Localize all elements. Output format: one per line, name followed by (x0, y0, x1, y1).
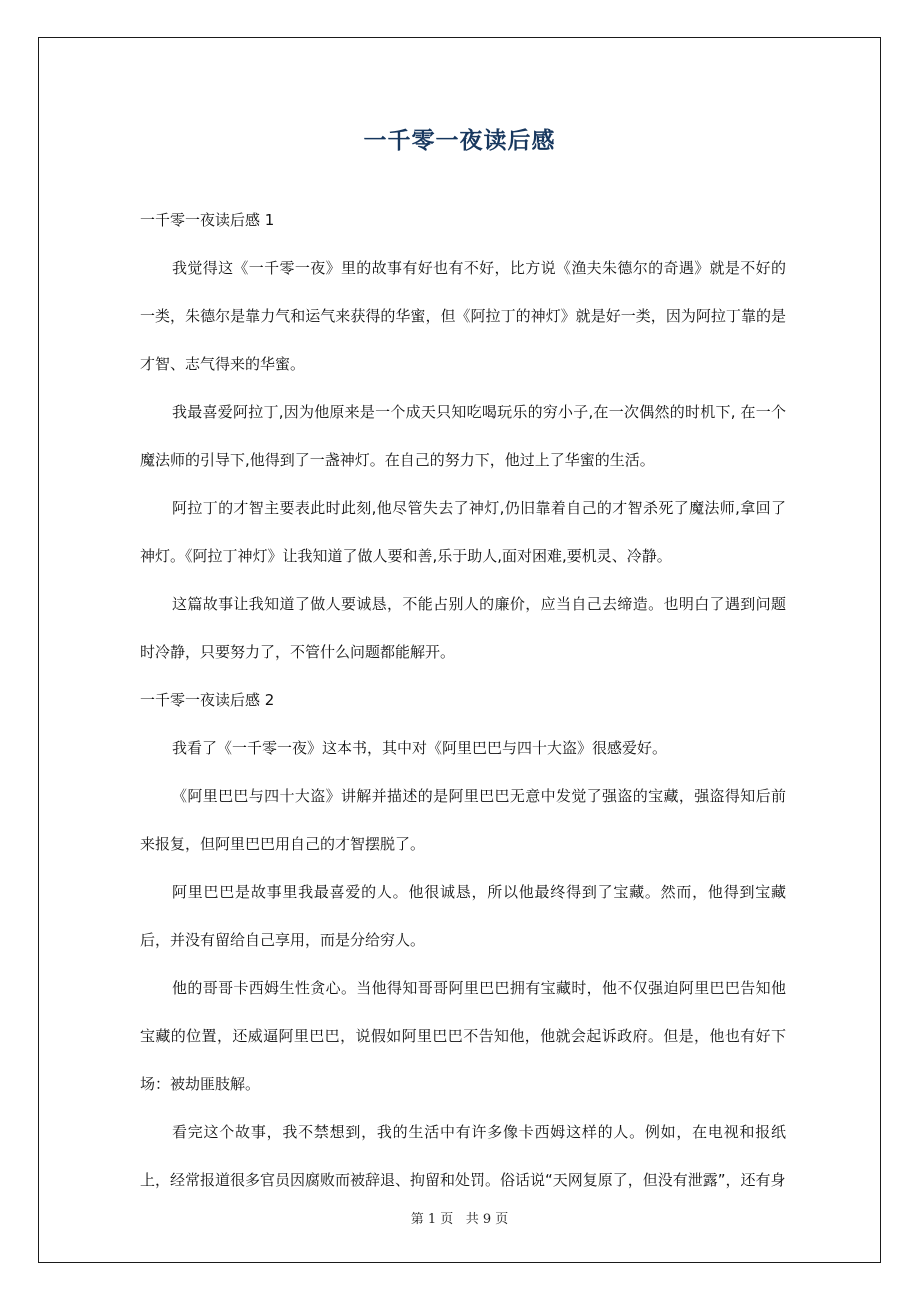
document-page (38, 37, 881, 1263)
document-title: 一千零一夜读后感 (363, 128, 556, 154)
paragraph: 我觉得这《一千零一夜》里的故事有好也有不好，比方说《渔夫朱德尔的奇遇》就是不好的一类，朱德尔是靠力气和运气来获得的华蜜，但《阿拉丁的神灯》就是好一类，因为阿拉丁靠的是才智、志气得来的华蜜。 (140, 259, 786, 373)
paragraph: 《阿里巴巴与四十大盗》讲解并描述的是阿里巴巴无意中发觉了强盗的宝藏，强盗得知后前来报复，但阿里巴巴用自己的才智摆脱了。 (140, 787, 786, 853)
paragraph: 他的哥哥卡西姆生性贪心。当他得知哥哥阿里巴巴拥有宝藏时，他不仅强迫阿里巴巴告知他宝藏的位置，还威逼阿里巴巴，说假如阿里巴巴不告知他，他就会起诉政府。但是，他也有好下场：被劫匪肢解。 (140, 979, 786, 1093)
section-heading: 一千零一夜读后感 1 (140, 211, 275, 229)
paragraph: 阿里巴巴是故事里我最喜爱的人。他很诚恳，所以他最终得到了宝藏。然而，他得到宝藏后，并没有留给自己享用，而是分给穷人。 (140, 883, 786, 949)
paragraph: 看完这个故事，我不禁想到，我的生活中有许多像卡西姆这样的人。例如，在电视和报纸上，经常报道很多官员因腐败而被辞退、拘留和处罚。俗话说“天网复原了，但没有泄露”，还有身 (140, 1123, 786, 1189)
paragraph: 我看了《一千零一夜》这本书，其中对《阿里巴巴与四十大盗》很感爱好。 (172, 739, 668, 757)
paragraph: 我最喜爱阿拉丁,因为他原来是一个成天只知吃喝玩乐的穷小子,在一次偶然的时机下, 在一个魔法师的引导下,他得到了一盏神灯。在自己的努力下，他过上了华蜜的生活。 (140, 403, 786, 469)
paragraph: 这篇故事让我知道了做人要诚恳，不能占别人的廉价，应当自己去缔造。也明白了遇到问题时冷静，只要努力了，不管什么问题都能解开。 (140, 595, 786, 661)
document-body (140, 196, 786, 1204)
page-footer (39, 1208, 880, 1227)
section-heading: 一千零一夜读后感 2 (140, 691, 275, 709)
page-number: 第 1 页 (410, 1212, 454, 1227)
paragraph: 阿拉丁的才智主要表此时此刻,他尽管失去了神灯,仍旧靠着自己的才智杀死了魔法师,拿回了神灯。《阿拉丁神灯》让我知道了做人要和善,乐于助人,面对困难,要机灵、冷静。 (140, 499, 786, 565)
page-total: 共 9 页 (465, 1212, 509, 1227)
